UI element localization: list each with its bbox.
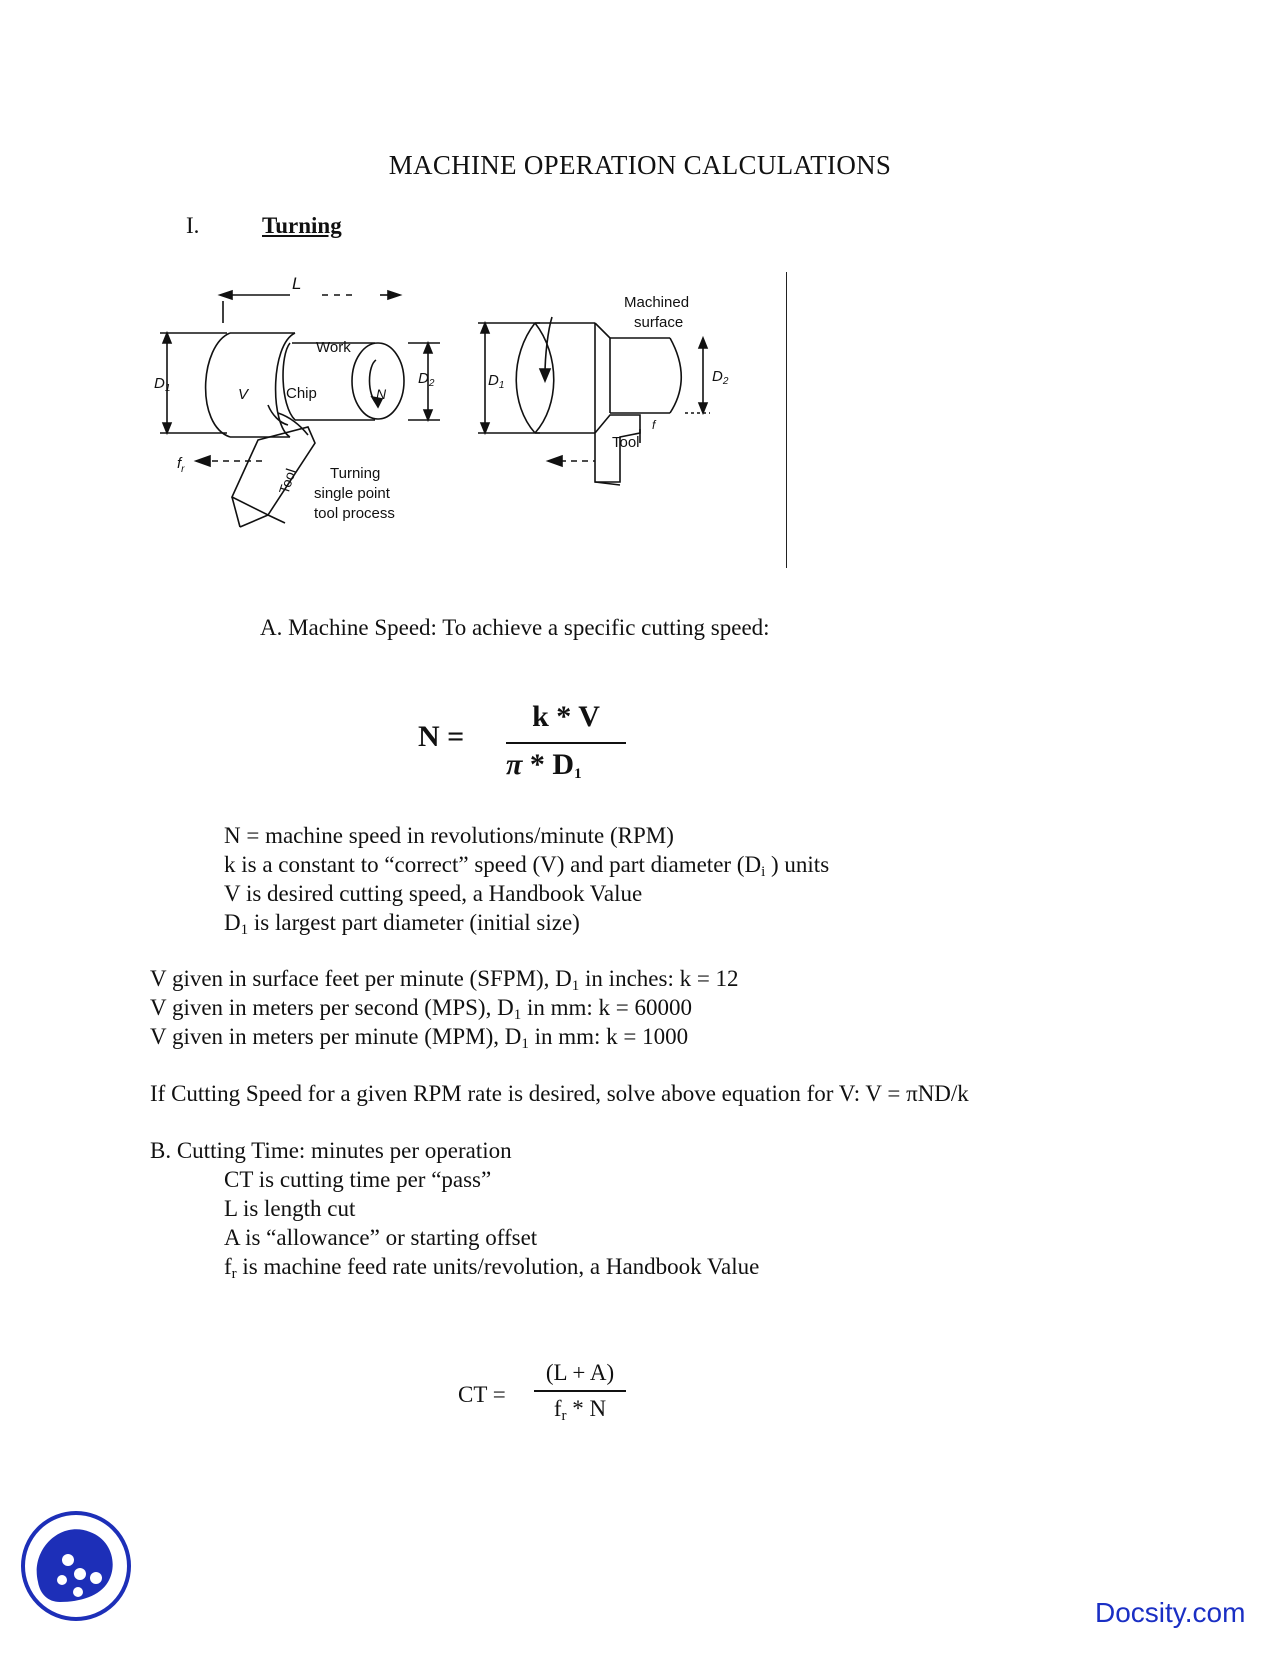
docsity-logo-icon[interactable] — [20, 1510, 132, 1627]
ct-equation-numerator: (L + A) — [545, 1360, 615, 1385]
vertical-divider — [786, 272, 787, 568]
machined-label-2: surface — [634, 314, 684, 331]
fraction-bar — [506, 742, 626, 744]
left-d2-label: $D_2$ — [418, 370, 435, 389]
page-title: MACHINE OPERATION CALCULATIONS — [388, 150, 892, 180]
left-d1-label: $D_1$ — [154, 375, 171, 394]
feed-label: $f_r$ — [177, 455, 185, 475]
chip-label: Chip — [286, 385, 317, 402]
part-b-heading: B. Cutting Time: minutes per operation — [150, 1138, 512, 1163]
ct-equation-denominator: $f_r$ * N — [553, 1396, 607, 1424]
def-ct: CT is cutting time per “pass” — [224, 1167, 492, 1192]
right-d2-label: $D_2$ — [712, 368, 729, 387]
ct-equation-lhs: CT = — [458, 1382, 506, 1407]
caption-line-3: tool process — [314, 505, 395, 522]
turning-figure — [140, 265, 770, 570]
rpm-label: N — [376, 386, 387, 402]
turning-diagram — [140, 265, 770, 565]
machined-label-1: Machined — [624, 294, 690, 311]
equation-numerator: k * V — [532, 700, 600, 733]
def-k: k is a constant to “correct” speed (V) and part diameter ($D_i$ ) units — [224, 852, 830, 880]
equation-lhs: N = — [418, 720, 465, 753]
length-label: L — [292, 274, 302, 293]
cutting-time-equation — [458, 1360, 658, 1440]
def-d1: $D_1$ is largest part diameter (initial size) — [224, 910, 580, 938]
caption-line-2: single point — [314, 485, 390, 502]
ct-fraction-bar — [534, 1390, 626, 1392]
caption-line-1: Turning — [330, 465, 381, 482]
work-label: Work — [316, 339, 351, 356]
unit-mps: V given in meters per second (MPS), $D_1$ in mm: k = 60000 — [150, 995, 692, 1023]
def-n: N = machine speed in revolutions/minute (RPM) — [224, 823, 674, 848]
velocity-label: V — [238, 386, 249, 403]
equation-denominator: π * $D_1$ — [506, 748, 582, 782]
section-heading: Turning — [262, 213, 342, 238]
def-fr: $f_r$ is machine feed rate units/revolution, a Handbook Value — [224, 1254, 760, 1282]
length-arrow-head — [220, 291, 232, 299]
unit-sfpm: V given in surface feet per minute (SFPM), $D_1$ in inches: k = 12 — [150, 966, 739, 994]
part-a-heading: A. Machine Speed: To achieve a specific cutting speed: — [260, 615, 770, 640]
unit-mpm: V given in meters per minute (MPM), $D_1$ in mm: k = 1000 — [150, 1024, 689, 1052]
cutting-speed-note: If Cutting Speed for a given RPM rate is desired, solve above equation for V: V = πND/k — [150, 1081, 969, 1106]
docsity-brand-link[interactable]: Docsity.com — [1095, 1597, 1246, 1628]
machine-speed-equation — [418, 700, 638, 790]
def-a: A is “allowance” or starting offset — [224, 1225, 538, 1250]
def-l: L is length cut — [224, 1196, 356, 1221]
section-number: I. — [186, 213, 200, 238]
right-tool-label: Tool — [612, 434, 640, 451]
right-f-label: f — [652, 418, 656, 432]
right-d1-label: $D_1$ — [488, 372, 505, 391]
left-tool-label: Tool — [275, 466, 299, 496]
def-v: V is desired cutting speed, a Handbook Value — [224, 881, 643, 906]
